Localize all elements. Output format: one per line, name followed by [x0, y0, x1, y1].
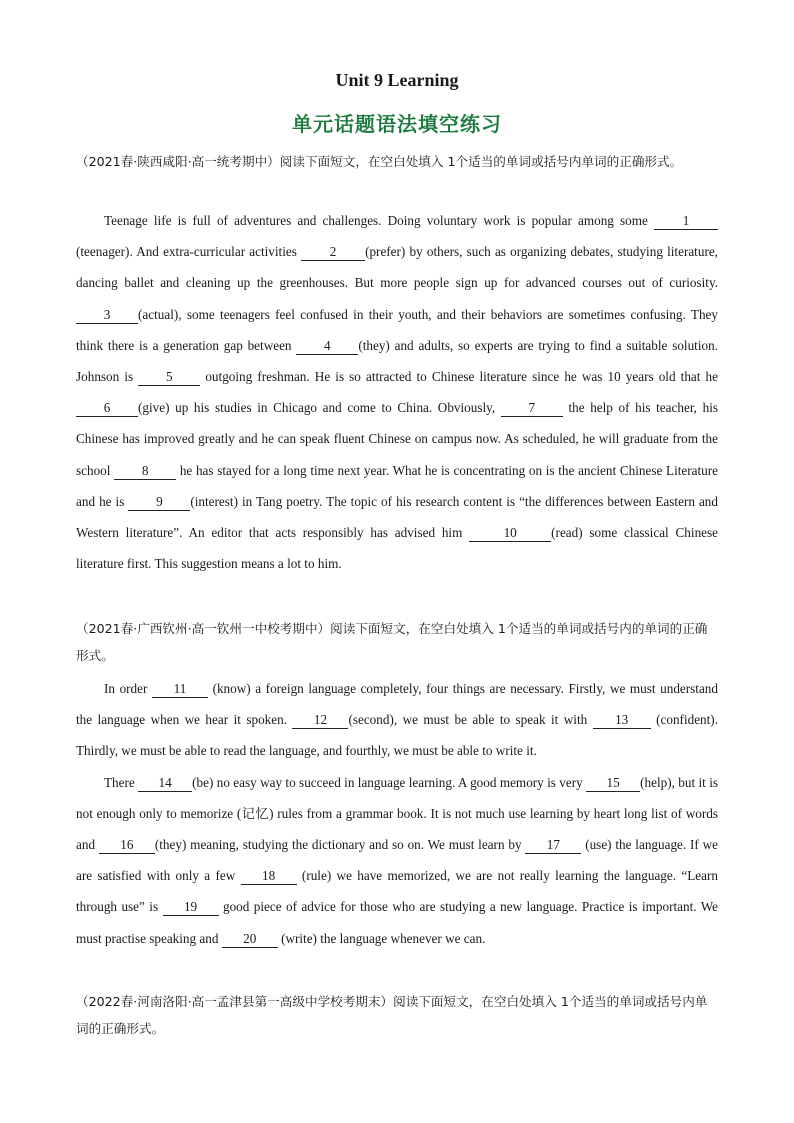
passage-paragraph — [76, 205, 718, 579]
passage-text: In order — [104, 681, 152, 696]
passage-text: (rule) we have memorized, we are not really learning the language. “Learn through use” is — [76, 868, 718, 915]
answer-blank[interactable]: 9 — [128, 494, 190, 511]
answer-blank[interactable]: 4 — [296, 338, 358, 355]
passage-text: he has stayed for a long time next year. What he is concentrating on is the ancient Chinese Literature and he is — [76, 462, 718, 509]
passage-text: (they) and adults, so experts are trying to find a suitable solution. Johnson is — [76, 337, 718, 385]
answer-blank[interactable]: 15 — [586, 775, 640, 792]
passage-text: (use) the language. If we are satisfied with only a few — [76, 837, 719, 884]
passage-text: (be) no easy way to succeed in language learning. A good memory is very — [192, 774, 587, 790]
answer-blank[interactable]: 14 — [138, 775, 192, 792]
section-1-intro: （2021春·陕西咸阳·高一统考期中）阅读下面短文，在空白处填入 1个适当的单词或括号内单词的正确形式。 — [76, 154, 683, 169]
passage-text: (second), we must be able to speak it with — [348, 712, 593, 728]
answer-blank[interactable]: 18 — [241, 868, 297, 885]
passage-text: (give) up his studies in Chicago and come to China. Obviously, — [138, 400, 501, 416]
passage-text: (write) the language whenever we can. — [277, 930, 486, 946]
passage-text: (teenager). And extra-curricular activities — [76, 244, 302, 260]
answer-blank[interactable]: 2 — [301, 244, 365, 261]
passage-text: (know) a foreign language completely, four things are necessary. Firstly, we must understand the language when we hear it spoken. — [76, 681, 718, 728]
section-3-intro: （2022春·河南洛阳·高一孟津县第一高级中学校考期末）阅读下面短文，在空白处填入 1个适当的单词或括号内单词的正确形式。 — [76, 994, 708, 1036]
passage-text: Teenage life is full of adventures and challenges. Doing voluntary work is popular among some — [104, 213, 654, 228]
answer-blank[interactable]: 17 — [525, 837, 581, 854]
page-subtitle: 单元话题语法填空练习 — [292, 112, 502, 136]
answer-blank[interactable]: 10 — [469, 525, 551, 542]
answer-blank[interactable]: 11 — [152, 681, 208, 698]
answer-blank[interactable]: 19 — [163, 899, 219, 916]
answer-blank[interactable]: 8 — [114, 463, 176, 480]
answer-blank[interactable]: 6 — [76, 400, 138, 417]
answer-blank[interactable]: 3 — [76, 307, 138, 324]
passage-paragraph — [76, 767, 718, 954]
section-1-passage — [76, 205, 718, 579]
answer-blank[interactable]: 7 — [501, 400, 563, 417]
answer-blank[interactable]: 12 — [292, 712, 348, 729]
answer-blank[interactable]: 16 — [99, 837, 155, 854]
passage-text: (help), but it is not enough only to memorize (记忆) rules from a grammar book. It is not much use learning by heart long list of words and — [76, 774, 718, 853]
answer-blank[interactable]: 5 — [138, 369, 200, 386]
answer-blank[interactable]: 20 — [222, 931, 278, 948]
passage-text: outgoing freshman. He is so attracted to Chinese literature since he was 10 years old that he — [200, 369, 718, 385]
passage-text: good piece of advice for those who are studying a new language. Practice is important. We must practise speaking and — [76, 899, 718, 946]
passage-paragraph — [76, 673, 718, 767]
passage-text: (interest) in Tang poetry. The topic of his research content is “the differences between Eastern and Western literature”. An editor that acts responsibly has advised him — [76, 493, 718, 541]
answer-blank[interactable]: 1 — [654, 213, 718, 230]
passage-text: (read) some classical Chinese literature first. This suggestion means a lot to him. — [76, 525, 718, 572]
passage-text: the help of his teacher, his Chinese has improved greatly and he can speak fluent Chinese on campus now. As scheduled, he will graduate from the school — [76, 400, 718, 478]
section-2-passage — [76, 673, 718, 954]
page-title: Unit 9 Learning — [335, 70, 459, 90]
passage-text: (they) meaning, studying the dictionary and so on. We must learn by — [154, 837, 526, 853]
passage-text: (actual), some teenagers feel confused in their youth, and their behaviors are sometimes confusing. They think there is a generation gap between — [76, 306, 718, 353]
passage-text: There — [104, 774, 139, 790]
passage-text: (prefer) by others, such as organizing debates, studying literature, dancing ballet and cleaning up the greenhouses. But more people sign up for advanced courses out of curiosity. — [76, 244, 718, 291]
passage-text: (confident). Thirdly, we must be able to read the language, and fourthly, we must be able to write it. — [76, 712, 718, 759]
section-2-intro: （2021春·广西钦州·高一钦州一中校考期中）阅读下面短文，在空白处填入 1个适当的单词或括号内的单词的正确形式。 — [76, 621, 708, 663]
answer-blank[interactable]: 13 — [593, 712, 651, 729]
